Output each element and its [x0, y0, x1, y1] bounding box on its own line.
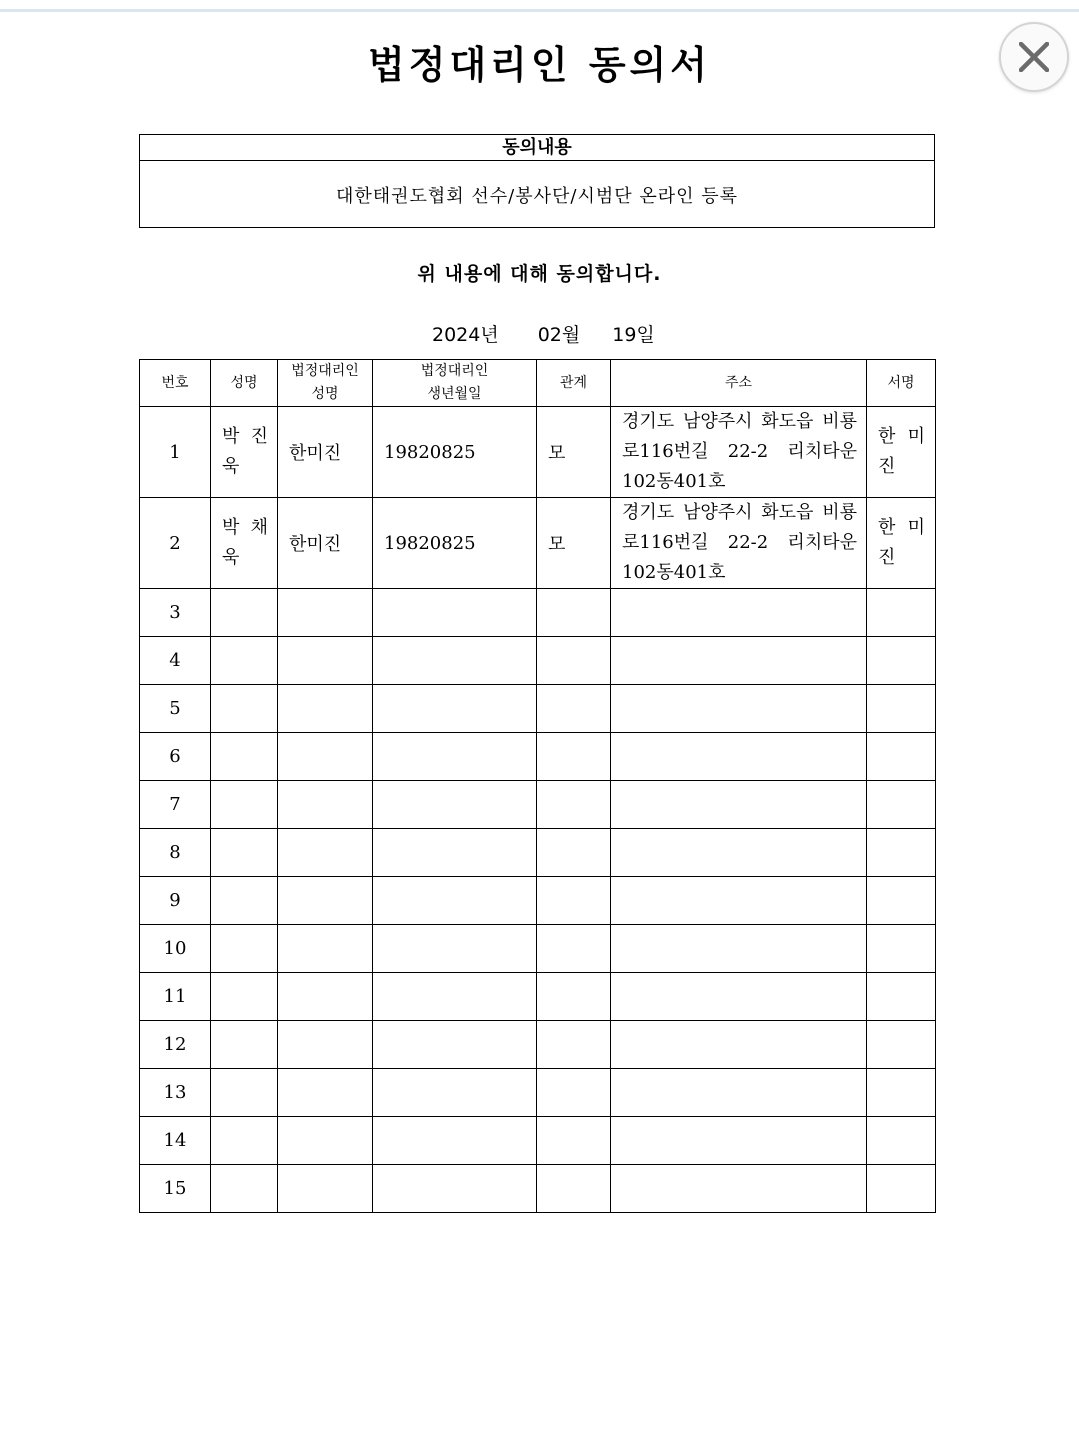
- cell-guardian-birth: [373, 685, 537, 733]
- cell-name: 박 채 욱: [211, 498, 278, 589]
- cell-address: [611, 925, 867, 973]
- cell-address: 경기도 남양주시 화도읍 비룡로116번길 22-2 리치타운 102동401호: [611, 498, 867, 589]
- cell-guardian-birth: [373, 973, 537, 1021]
- cell-no: 14: [140, 1117, 211, 1165]
- cell-no: 10: [140, 925, 211, 973]
- cell-no: 12: [140, 1021, 211, 1069]
- cell-signature: [867, 1165, 936, 1213]
- table-row: [140, 733, 936, 781]
- cell-address: [611, 877, 867, 925]
- header-guardian-name: 법정대리인 성명: [278, 360, 373, 407]
- cell-guardian-name: [278, 1021, 373, 1069]
- top-divider: [0, 9, 1079, 12]
- cell-address: [611, 1117, 867, 1165]
- consent-header: 동의내용: [140, 135, 934, 161]
- cell-address: [611, 589, 867, 637]
- cell-guardian-name: [278, 781, 373, 829]
- table-row: [140, 781, 936, 829]
- cell-name: 박 진 욱: [211, 407, 278, 498]
- cell-guardian-birth: [373, 1021, 537, 1069]
- cell-guardian-birth: 19820825: [373, 498, 537, 589]
- cell-guardian-name: [278, 1069, 373, 1117]
- cell-name: [211, 685, 278, 733]
- cell-guardian-name: [278, 1117, 373, 1165]
- cell-guardian-birth: [373, 829, 537, 877]
- cell-name: [211, 829, 278, 877]
- cell-relation: 모: [537, 407, 611, 498]
- cell-signature: 한 미 진: [867, 407, 936, 498]
- cell-address: [611, 1069, 867, 1117]
- cell-guardian-birth: [373, 589, 537, 637]
- table-header-row: [140, 360, 936, 407]
- cell-no: 5: [140, 685, 211, 733]
- table-row: [140, 637, 936, 685]
- cell-guardian-name: [278, 877, 373, 925]
- cell-name: [211, 1069, 278, 1117]
- header-relation: 관계: [537, 360, 611, 407]
- cell-signature: [867, 829, 936, 877]
- table-row: [140, 685, 936, 733]
- cell-address: 경기도 남양주시 화도읍 비룡로116번길 22-2 리치타운 102동401호: [611, 407, 867, 498]
- table-row: [140, 925, 936, 973]
- cell-guardian-birth: [373, 781, 537, 829]
- cell-guardian-birth: [373, 877, 537, 925]
- cell-address: [611, 1165, 867, 1213]
- header-signature: 서명: [867, 360, 936, 407]
- header-address: 주소: [611, 360, 867, 407]
- cell-signature: [867, 1069, 936, 1117]
- cell-relation: [537, 1021, 611, 1069]
- cell-relation: [537, 733, 611, 781]
- cell-name: [211, 1021, 278, 1069]
- cell-relation: [537, 877, 611, 925]
- cell-relation: [537, 829, 611, 877]
- cell-name: [211, 637, 278, 685]
- cell-address: [611, 685, 867, 733]
- cell-signature: [867, 637, 936, 685]
- date-month: 02월: [537, 324, 581, 346]
- cell-no: 13: [140, 1069, 211, 1117]
- cell-guardian-birth: [373, 1117, 537, 1165]
- table-row: [140, 498, 936, 589]
- cell-name: [211, 973, 278, 1021]
- cell-name: [211, 877, 278, 925]
- cell-signature: [867, 1117, 936, 1165]
- cell-guardian-name: [278, 925, 373, 973]
- cell-no: 6: [140, 733, 211, 781]
- consent-box: [139, 134, 935, 228]
- cell-signature: [867, 781, 936, 829]
- cell-address: [611, 973, 867, 1021]
- cell-no: 4: [140, 637, 211, 685]
- table-row: [140, 1165, 936, 1213]
- cell-relation: [537, 685, 611, 733]
- cell-relation: [537, 925, 611, 973]
- cell-guardian-name: [278, 685, 373, 733]
- cell-guardian-birth: [373, 733, 537, 781]
- table-row: [140, 589, 936, 637]
- cell-guardian-birth: [373, 1069, 537, 1117]
- cell-relation: [537, 973, 611, 1021]
- cell-relation: [537, 1165, 611, 1213]
- cell-guardian-name: 한미진: [278, 407, 373, 498]
- cell-no: 7: [140, 781, 211, 829]
- cell-guardian-name: [278, 733, 373, 781]
- table-row: [140, 1021, 936, 1069]
- table-row: [140, 829, 936, 877]
- page-title: 법정대리인 동의서: [368, 43, 711, 87]
- cell-relation: [537, 1117, 611, 1165]
- cell-signature: [867, 733, 936, 781]
- table-row: [140, 1117, 936, 1165]
- date-line: [432, 320, 655, 347]
- cell-name: [211, 781, 278, 829]
- cell-guardian-birth: 19820825: [373, 407, 537, 498]
- date-day: 19일: [612, 324, 655, 346]
- consent-content: 대한태권도협회 선수/봉사단/시범단 온라인 등록: [335, 185, 739, 207]
- cell-name: [211, 733, 278, 781]
- header-name: 성명: [211, 360, 278, 407]
- cell-name: [211, 925, 278, 973]
- cell-relation: [537, 637, 611, 685]
- date-year: 2024년: [432, 324, 499, 346]
- cell-guardian-name: [278, 973, 373, 1021]
- cell-guardian-birth: [373, 925, 537, 973]
- cell-guardian-name: 한미진: [278, 498, 373, 589]
- table-row: [140, 973, 936, 1021]
- cell-guardian-birth: [373, 637, 537, 685]
- cell-relation: [537, 1069, 611, 1117]
- cell-address: [611, 637, 867, 685]
- cell-signature: 한 미 진: [867, 498, 936, 589]
- header-no: 번호: [140, 360, 211, 407]
- header-guardian-birth: 법정대리인 생년월일: [373, 360, 537, 407]
- cell-address: [611, 1021, 867, 1069]
- cell-name: [211, 1165, 278, 1213]
- cell-signature: [867, 589, 936, 637]
- cell-address: [611, 781, 867, 829]
- guardian-table: [139, 359, 936, 1213]
- cell-relation: [537, 781, 611, 829]
- cell-no: 3: [140, 589, 211, 637]
- cell-guardian-name: [278, 637, 373, 685]
- cell-address: [611, 829, 867, 877]
- table-row: [140, 1069, 936, 1117]
- cell-signature: [867, 877, 936, 925]
- cell-guardian-name: [278, 1165, 373, 1213]
- cell-guardian-name: [278, 589, 373, 637]
- cell-name: [211, 589, 278, 637]
- cell-guardian-birth: [373, 1165, 537, 1213]
- cell-relation: 모: [537, 498, 611, 589]
- cell-signature: [867, 973, 936, 1021]
- cell-address: [611, 733, 867, 781]
- cell-no: 11: [140, 973, 211, 1021]
- cell-no: 8: [140, 829, 211, 877]
- cell-signature: [867, 1021, 936, 1069]
- cell-no: 15: [140, 1165, 211, 1213]
- cell-guardian-name: [278, 829, 373, 877]
- cell-no: 2: [140, 498, 211, 589]
- cell-no: 9: [140, 877, 211, 925]
- cell-signature: [867, 925, 936, 973]
- table-row: [140, 407, 936, 498]
- cell-name: [211, 1117, 278, 1165]
- table-row: [140, 877, 936, 925]
- cell-relation: [537, 589, 611, 637]
- cell-no: 1: [140, 407, 211, 498]
- agreement-text: 위 내용에 대해 동의합니다.: [417, 263, 662, 285]
- cell-signature: [867, 685, 936, 733]
